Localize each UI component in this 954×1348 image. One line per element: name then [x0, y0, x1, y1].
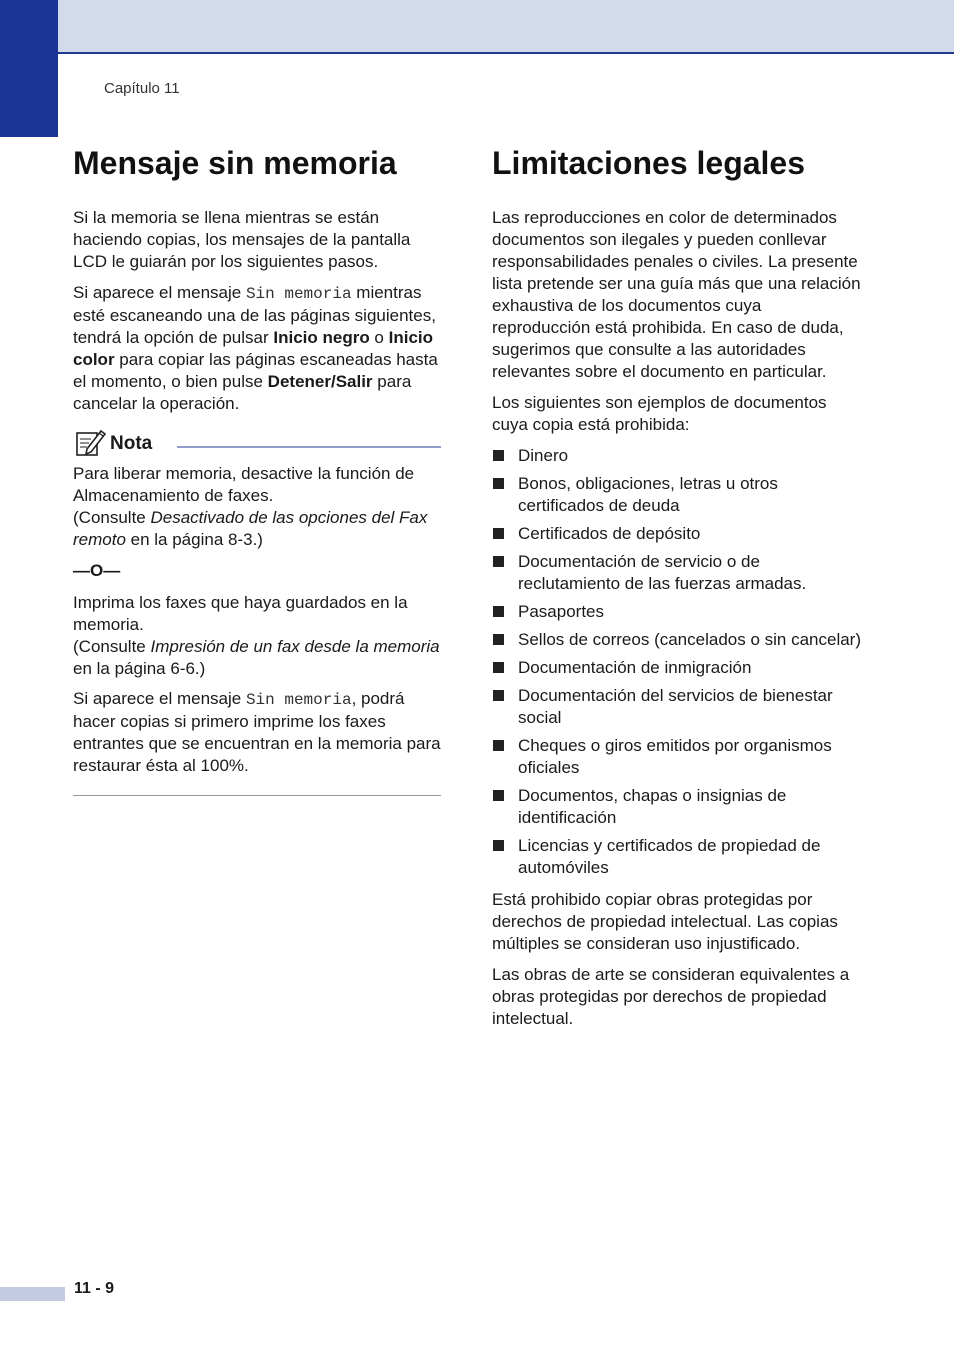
lcd-message: Sin memoria — [245, 285, 352, 303]
section-title-legal: Limitaciones legales — [492, 145, 806, 181]
list-item: Bonos, obligaciones, letras u otros certificados de deuda — [492, 473, 862, 517]
list-item: Dinero — [492, 445, 862, 467]
legal-paragraph-3: Está prohibido copiar obras protegidas por derechos de propiedad intelectual. Las copias múltiples se consideran uso injustificado. — [492, 890, 838, 953]
square-bullet-icon — [493, 634, 504, 645]
header-band — [0, 0, 954, 54]
note-reference-1: Desactivado de las opciones del Fax remoto — [73, 508, 428, 549]
list-item: Certificados de depósito — [492, 523, 862, 545]
square-bullet-icon — [493, 662, 504, 673]
memory-paragraph-1: Si la memoria se llena mientras se están haciendo copias, los mensajes de la pantalla LCD le guiarán por los siguientes pasos. — [73, 208, 411, 271]
list-item: Sellos de correos (cancelados o sin cancelar) — [492, 629, 862, 651]
list-item: Documentación de inmigración — [492, 657, 862, 679]
key-stop-exit: Detener/Salir — [267, 372, 373, 391]
list-item: Licencias y certificados de propiedad de automóviles — [492, 835, 862, 879]
chapter-tab — [0, 0, 58, 137]
memory-paragraph-2: Si aparece el mensaje Sin memoria mientras esté escaneando una de las páginas siguientes, tendrá la opción de pulsar Inicio negro o Inicio color para copiar las páginas escaneadas hasta el momento, o bien pulse Detener/Salir para cancelar la operación. — [73, 283, 438, 413]
note-label: Nota — [110, 433, 153, 454]
square-bullet-icon — [493, 528, 504, 539]
list-item: Cheques o giros emitidos por organismos oficiales — [492, 735, 862, 779]
note-end-divider — [73, 795, 441, 796]
list-item: Documentación de servicio o de reclutamiento de las fuerzas armadas. — [492, 551, 862, 595]
square-bullet-icon — [493, 840, 504, 851]
chapter-label: Capítulo 11 — [104, 80, 180, 97]
left-column — [73, 144, 441, 796]
lcd-message: Sin memoria — [245, 691, 352, 709]
square-bullet-icon — [493, 606, 504, 617]
note-paragraph-2: Imprima los faxes que haya guardados en la memoria. (Consulte Impresión de un fax desde la memoria en la página 6-6.) — [73, 593, 440, 678]
note-header — [73, 427, 441, 461]
note-body — [73, 463, 441, 777]
note-divider — [177, 446, 441, 448]
right-column — [492, 144, 862, 1039]
square-bullet-icon — [493, 790, 504, 801]
square-bullet-icon — [493, 478, 504, 489]
square-bullet-icon — [493, 450, 504, 461]
section-title-memory: Mensaje sin memoria — [73, 145, 397, 181]
list-item: Documentos, chapas o insignias de identificación — [492, 785, 862, 829]
note-pencil-icon — [75, 427, 107, 457]
key-start-color: Inicio color — [73, 328, 434, 369]
note-paragraph-3: Si aparece el mensaje Sin memoria, podrá hacer copias si primero imprime los faxes entrantes que se encuentran en la memoria para restaurar ésta al 100%. — [73, 689, 441, 775]
legal-paragraph-4: Las obras de arte se consideran equivalentes a obras protegidas por derechos de propiedad intelectual. — [492, 965, 850, 1028]
legal-paragraph-2: Los siguientes son ejemplos de documentos cuya copia está prohibida: — [492, 393, 827, 434]
note-reference-2: Impresión de un fax desde la memoria — [150, 637, 440, 656]
square-bullet-icon — [493, 740, 504, 751]
square-bullet-icon — [493, 556, 504, 567]
prohibited-documents-list — [492, 445, 862, 879]
list-item: Pasaportes — [492, 601, 862, 623]
page-number: 11 - 9 — [74, 1280, 115, 1297]
key-start-black: Inicio negro — [273, 328, 370, 347]
footer-band — [0, 1287, 65, 1301]
note-or-separator: —O— — [73, 561, 121, 580]
square-bullet-icon — [493, 690, 504, 701]
legal-paragraph-1: Las reproducciones en color de determinados documentos son ilegales y pueden conllevar responsabilidades penales o civiles. La presente lista pretende ser una guía más que una relación exhaustiva de los documentos cuya reproducción está prohibida. En caso de duda, sugerimos que consulte a las autoridades relevantes sobre el documento en particular. — [492, 208, 861, 381]
note-paragraph-1: Para liberar memoria, desactive la función de Almacenamiento de faxes. (Consulte Desactivado de las opciones del Fax remoto en la página 8-3.) — [73, 464, 428, 549]
list-item: Documentación del servicios de bienestar social — [492, 685, 862, 729]
